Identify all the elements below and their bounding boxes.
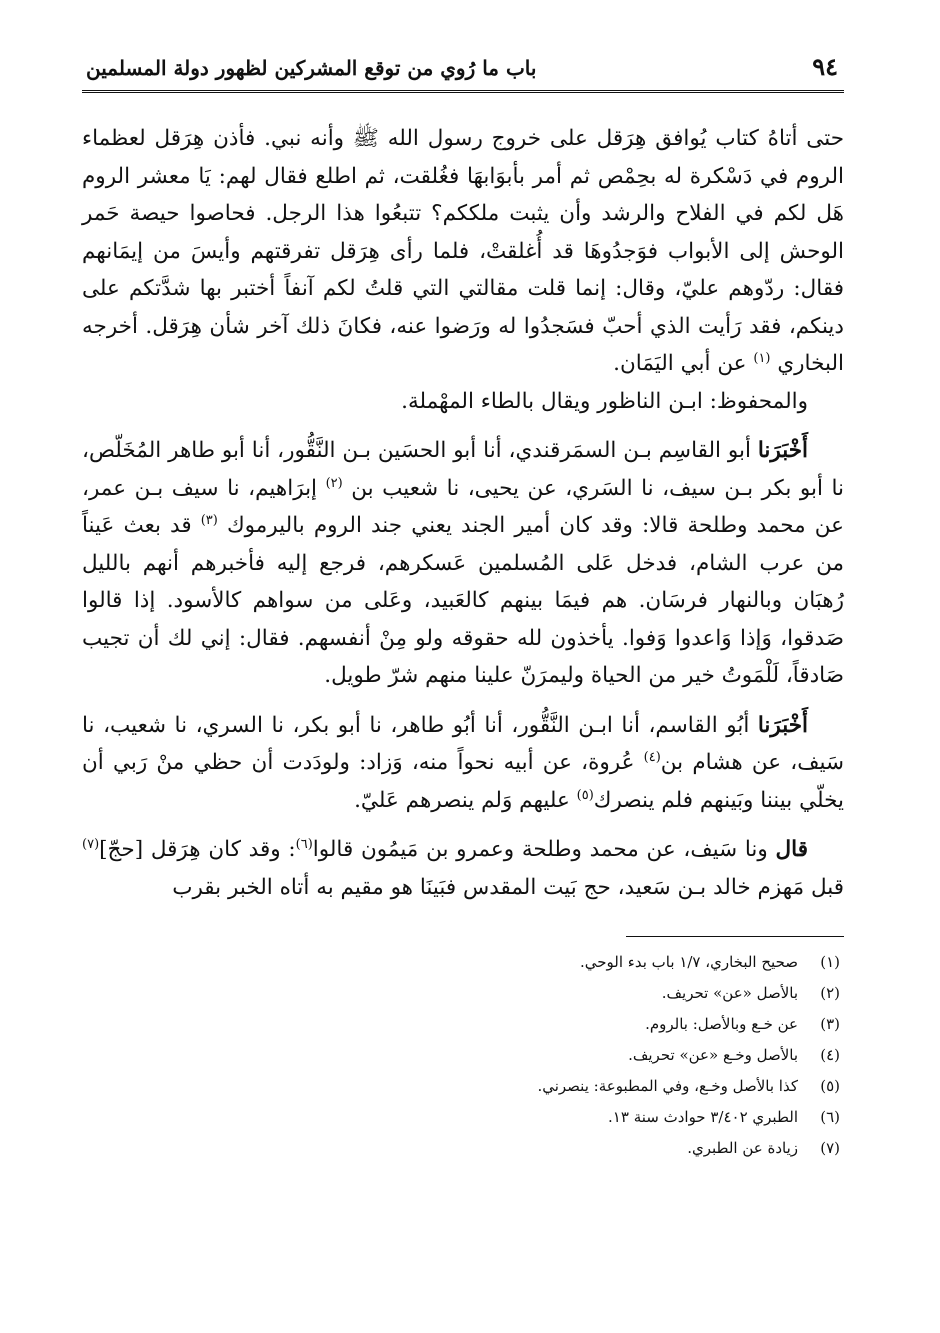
footnote-marker: (٣) bbox=[200, 512, 218, 528]
page-number: ٩٤ bbox=[812, 52, 838, 81]
footnote-text: بالأصل وخـع «عن» تحريف. bbox=[628, 1046, 798, 1064]
text-segment: ونا سَيف، عن محمد وطلحة وعمرو بن مَيمُون قالوا bbox=[312, 837, 776, 862]
footnote-number: (٢) bbox=[820, 984, 840, 1002]
text-segment: عليهم وَلم ينصرهم عَليّ. bbox=[354, 787, 577, 813]
paragraph bbox=[82, 120, 844, 383]
footnote-item bbox=[82, 947, 840, 978]
footnote-marker: (١) bbox=[753, 350, 771, 366]
text-segment: : وقد كان هِرَقل [حجّ] bbox=[99, 837, 296, 862]
header-rule bbox=[82, 90, 844, 95]
footnote-item bbox=[82, 1009, 840, 1040]
paragraph bbox=[82, 383, 844, 421]
footnote-separator bbox=[626, 936, 844, 937]
paragraph bbox=[82, 831, 844, 906]
footnote-number: (٥) bbox=[820, 1077, 840, 1095]
footnote-text: زيادة عن الطبري. bbox=[687, 1139, 798, 1157]
footnote-item bbox=[82, 1102, 840, 1133]
footnote-number: (٤) bbox=[820, 1046, 840, 1064]
footnote-marker: (٢) bbox=[325, 475, 343, 491]
footnote-number: (٧) bbox=[820, 1139, 840, 1157]
footnote-marker: (٧) bbox=[82, 836, 100, 852]
text-segment: إبرَاهيم، نا سيف بـن عمر، عن محمد وطلحة قالا: وقد كان أمير الجند يعني جند الروم باليرموك bbox=[82, 475, 844, 538]
page-header bbox=[82, 50, 844, 96]
footnote-item bbox=[82, 1133, 840, 1164]
footnote-marker: (٦) bbox=[295, 836, 313, 852]
isnad-lead-word: قال bbox=[775, 837, 808, 862]
footnote-text: كذا بالأصل وخـع، وفي المطبوعة: ينصرني. bbox=[537, 1077, 798, 1095]
footnote-text: الطبري ٣/٤٠٢ حوادث سنة ١٣. bbox=[608, 1108, 798, 1126]
text-segment: قد بعث عَيناً من عرب الشام، فدخل عَلى المُسلمين عَسكرهم، فرجع إليه فأخبرهم أنهم بالليل رُهبَان وبالنهار فرسَان. هم فيمَا بينهم كالعَبيد، وعَلى من سواهم كالأسود. إذا قالوا صَدقوا، وَإذا وَاعدوا وَفوا. يأخذون لله حقوقه ولو مِنْ أنفسهم. فقال: إني لك أن تجيب صَادقاً، لَلْمَوتُ خير من الحياة وليمرَنّ علينا منهم شرّ طويل. bbox=[82, 513, 844, 688]
footnote-marker: (٤) bbox=[643, 749, 661, 765]
text-segment: عن أبي اليَمَان. bbox=[613, 351, 754, 376]
footnote-number: (٣) bbox=[820, 1015, 840, 1033]
footnotes bbox=[82, 947, 844, 1164]
footnote-text: عن خـع وبالأصل: بالروم. bbox=[645, 1015, 798, 1033]
book-page bbox=[82, 50, 844, 1300]
footnote-marker: (٥) bbox=[576, 787, 594, 803]
isnad-lead-word: أَخْبَرَنا bbox=[757, 438, 808, 463]
text-segment: والمحفوظ: ابـن الناظور ويقال بالطاء المهْملة. bbox=[401, 388, 808, 414]
footnote-item bbox=[82, 978, 840, 1009]
running-title: باب ما رُوي من توقع المشركين لظهور دولة المسلمين bbox=[86, 56, 537, 80]
main-text bbox=[82, 120, 844, 906]
footnote-text: صحيح البخاري، ١/٧ باب بدء الوحي. bbox=[580, 953, 798, 971]
footnote-item bbox=[82, 1071, 840, 1102]
paragraph bbox=[82, 707, 844, 820]
text-segment: أبو القاسِم بـن السمَرقندي، أنا أبو الحسَين بـن النَّقُّور، أنا أبو طاهر المُخَلّص، نا أبو بكر بـن سيف، نا السَري، عن يحيى، نا شعيب بن bbox=[82, 438, 844, 501]
isnad-lead-word: أَخْبَرَنا bbox=[757, 712, 808, 738]
footnote-text: بالأصل «عن» تحريف. bbox=[661, 984, 798, 1002]
footnote-number: (٦) bbox=[820, 1108, 840, 1126]
text-segment: حتى أتاهُ كتاب يُوافق هِرَقل على خروج رسول الله ﷺ وأنه نبي. فأذن هِرَقل لعظماء الروم في دَسْكرة له بحِمْص ثم أمر بأبوَابهَا فغُلقت، ثم اطلع فقال لهم: يَا معشر الروم هَل لكم في الفلاح والرشد وأن يثبت ملككم؟ تتبعُوا هذا الرجل. فحاصوا حيصة حَمر الوحش إلى الأبواب فوَجدُوهَا قد أُغلقتْ، فلما رأى هِرَقل تفرقتهم وأيسَ من إيمَانهم فقال: ردّوهم عليّ، وقال: إنما قلت مقالتي التي قلتُ لكم آنفاً أختبر بها شدَّتكم على دينكم، فقد رَأيت الذي أحبّ فسَجدُوا له ورَضوا عنه، فكانَ ذلك آخر شأن هِرَقل. أخرجه البخاري bbox=[82, 126, 844, 376]
paragraph bbox=[82, 432, 844, 695]
text-segment: قبل مَهزم خالد بـن سَعيد، حج بَيت المقدس فبَينَا هو مقيم به أتاه الخبر بقرب bbox=[172, 874, 844, 900]
text-segment: أبُو القاسم، أنا ابـن النَّقُّور، أنا أبُو طاهر، نا أبو بكر، نا السري، نا شعيب، نا سَيف، عن هشام بن bbox=[82, 712, 844, 775]
text-segment: عُروة، عن أبيه نحواً منه، وَزاد: ولودَدت أن حظي منْ رَبي أن يخلّي بيننا وبَينهم فلم ينصرك bbox=[82, 750, 844, 813]
footnote-number: (١) bbox=[820, 953, 840, 971]
footnote-item bbox=[82, 1040, 840, 1071]
